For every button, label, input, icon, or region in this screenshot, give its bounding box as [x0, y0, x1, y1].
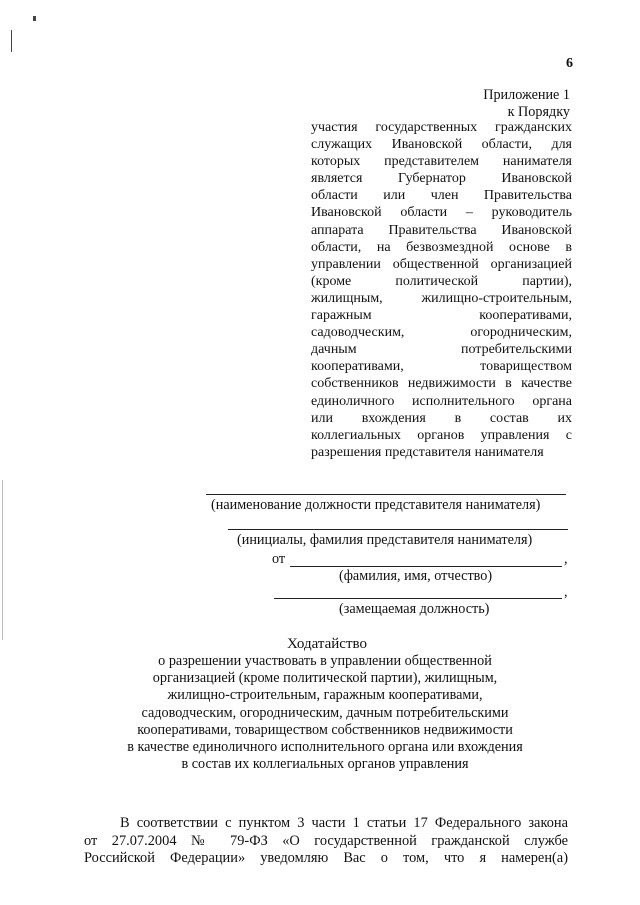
petition-subtitle-line: в качестве единоличного исполнительного органа или вхождения — [127, 739, 523, 756]
appendix-procedure-title — [311, 119, 572, 461]
petition-body — [84, 815, 568, 868]
appendix-reference: к Порядку — [507, 104, 570, 120]
appendix-line: кооперативами, товариществом — [311, 359, 572, 375]
petition-subtitle-line: в состав их коллегиальных органов управления — [181, 756, 469, 773]
scan-artifact-left — [11, 30, 12, 52]
appendix-line: садоводческим, огородническим, — [311, 325, 572, 341]
scan-artifact-left-lower — [2, 480, 3, 640]
appendix-line: которых представителем нанимателя — [311, 154, 572, 170]
position-comma: , — [564, 584, 568, 600]
employer-position-caption: (наименование должности представителя нанимателя) — [211, 497, 541, 513]
appendix-line: коллегиальных органов управления с — [311, 427, 572, 443]
appendix-line: дачным потребительскими — [311, 342, 572, 358]
appendix-line: области, на безвозмездной основе в — [311, 239, 572, 255]
appendix-line: аппарата Правительства Ивановской — [311, 222, 572, 238]
petition-subtitle-line: садоводческим, огородническим, дачным потребительскими — [141, 704, 509, 721]
fio-line[interactable] — [290, 566, 562, 567]
appendix-line: (кроме политической партии), — [311, 273, 572, 289]
position-caption: (замещаемая должность) — [339, 601, 490, 617]
page-number: 6 — [566, 56, 573, 71]
petition-subtitle — [110, 653, 540, 773]
appendix-number: Приложение 1 — [483, 87, 570, 103]
petition-subtitle-line: о разрешении участвовать в управлении общественной — [158, 653, 492, 669]
appendix-line: служащих Ивановской области, для — [311, 137, 572, 153]
petition-body-line: от 27.07.2004 № 79-ФЗ «О государственной гражданской службе — [84, 832, 568, 849]
employer-position-line[interactable] — [206, 494, 566, 495]
appendix-line: является Губернатор Ивановской — [311, 171, 572, 187]
appendix-line: жилищным, жилищно-строительным, — [311, 290, 572, 306]
appendix-line: разрешения представителя нанимателя — [311, 444, 544, 460]
appendix-line: или вхождения в состав их — [311, 410, 572, 426]
petition-body-line: Российской Федерации» уведомляю Вас о том, что я намерен(а) — [84, 850, 568, 866]
appendix-line: участия государственных гражданских — [311, 120, 572, 135]
scan-artifact-top — [33, 16, 36, 21]
petition-subtitle-line: кооперативами, товариществом собственников недвижимости — [137, 721, 513, 738]
fio-caption: (фамилия, имя, отчество) — [339, 568, 493, 584]
petition-subtitle-line: организацией (кроме политической партии), жилищным, — [152, 670, 498, 687]
from-label: от — [272, 551, 286, 567]
appendix-line: единоличного исполнительного органа — [311, 393, 572, 409]
petition-title: Ходатайство — [287, 636, 367, 652]
petition-subtitle-line: жилищно-строительным, гаражным кооперативами, — [167, 687, 483, 704]
appendix-line: области или член Правительства — [311, 188, 572, 204]
position-line[interactable] — [274, 598, 562, 599]
appendix-line: Ивановской области – руководитель — [311, 205, 572, 221]
appendix-line: управлении общественной организацией — [311, 256, 572, 272]
employer-name-line[interactable] — [228, 529, 568, 530]
employer-name-caption: (инициалы, фамилия представителя нанимателя) — [237, 532, 533, 548]
fio-comma: , — [564, 551, 568, 567]
petition-body-line: В соответствии с пунктом 3 части 1 статьи 17 Федерального закона — [120, 815, 568, 831]
appendix-line: собственников недвижимости в качестве — [311, 376, 572, 392]
appendix-line: гаражным кооперативами, — [311, 308, 572, 324]
